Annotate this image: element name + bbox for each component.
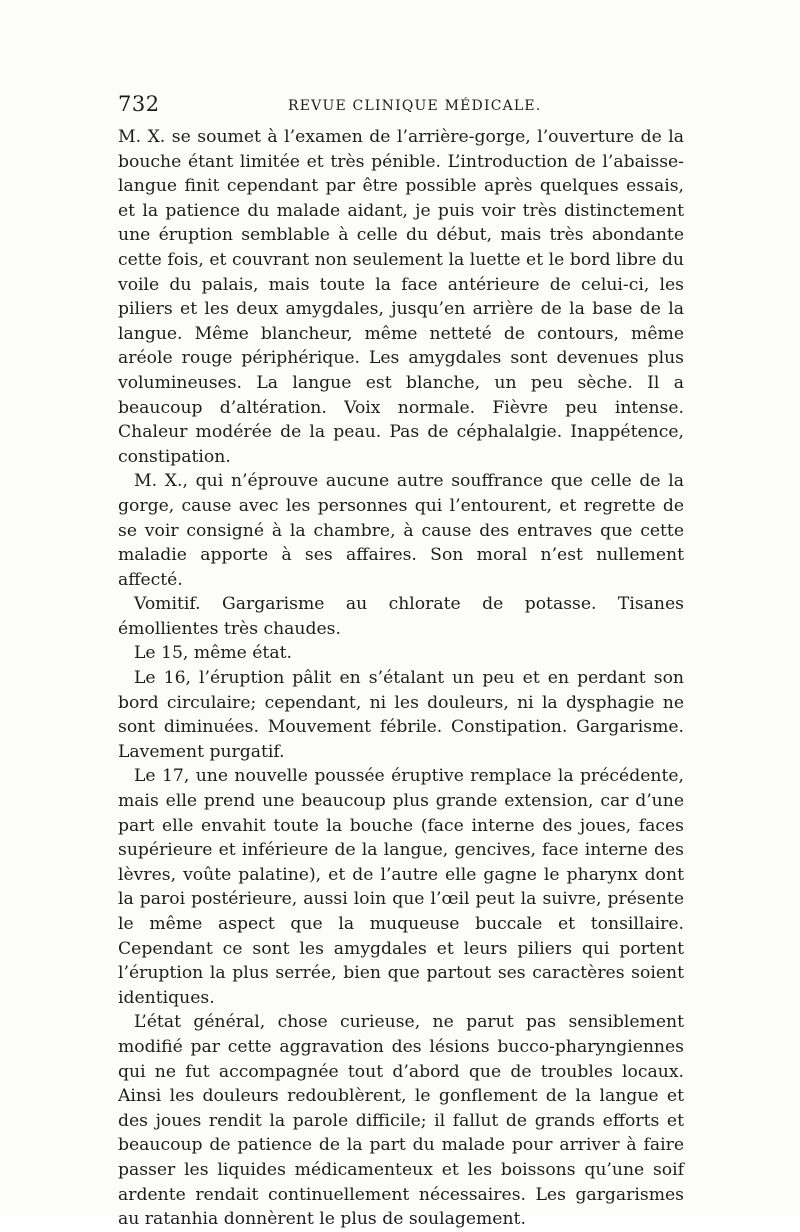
body-text	[118, 125, 684, 1232]
paragraph-general-state: L’état général, chose curieuse, ne parut pas sensiblement modifié par cette aggravation des lésions bucco-pharyngiennes qui ne fut accompagnée tout d’abord que de troubles locaux. Ainsi les douleurs redoublèrent, le gonflement de la langue et des joues rendit la parole difficile; il fallut de grands efforts et beaucoup de patience de la part du malade pour arriver à faire passer les liquides médicamenteux et les boissons qu’une soif ardente rendait continuellement nécessaires. Les gargarismes au ratanhia donnèrent le plus de soulagement.	[118, 1012, 684, 1230]
paragraph-day-15: Le 15, même état.	[134, 643, 292, 664]
paragraph-day-16: Le 16, l’éruption pâlit en s’étalant un peu et en perdant son bord circulaire; cependant, ni les douleurs, ni la dysphagie ne sont diminuées. Mouvement fébrile. Constipation. Gargarisme. Lavement purgatif.	[118, 668, 684, 762]
running-head	[118, 92, 686, 120]
page-number: 732	[118, 92, 160, 116]
paragraph-patient-state: M. X., qui n’éprouve aucune autre souffrance que celle de la gorge, cause avec les personnes qui l’entourent, et regrette de se voir consigné à la chambre, à cause des entraves que cette maladie apporte à ses affaires. Son moral n’est nullement affecté.	[118, 471, 684, 590]
paragraph-treatment: Vomitif. Gargarisme au chlorate de potasse. Tisanes émollientes très chaudes.	[118, 594, 684, 639]
paragraph-examination: M. X. se soumet à l’examen de l’arrière-gorge, l’ouverture de la bouche étant limitée et très pénible. L’introduction de l’abaisse-langue finit cependant par être possible après quelques essais, et la patience du malade aidant, je puis voir très distinctement une éruption semblable à celle du début, mais très abondante cette fois, et couvrant non seulement la luette et le bord libre du voile du palais, mais toute la face antérieure de celui-ci, les piliers et les deux amygdales, jusqu’en arrière de la base de la langue. Même blancheur, même netteté de contours, même aréole rouge périphérique. Les amygdales sont devenues plus volumineuses. La langue est blanche, un peu sèche. Il a beaucoup d’altération. Voix normale. Fièvre peu intense. Chaleur modérée de la peau. Pas de céphalalgie. Inappétence, constipation.	[118, 127, 684, 467]
journal-title: REVUE CLINIQUE MÉDICALE.	[288, 98, 542, 114]
paragraph-day-17: Le 17, une nouvelle poussée éruptive remplace la précédente, mais elle prend une beaucoup plus grande extension, car d’une part elle envahit toute la bouche (face interne des joues, faces supérieure et inférieure de la langue, gencives, face interne des lèvres, voûte palatine), et de l’autre elle gagne le pharynx dont la paroi postérieure, aussi loin que l’œil peut la suivre, présente le même aspect que la muqueuse buccale et tonsillaire. Cependant ce sont les amygdales et leurs piliers qui portent l’éruption la plus serrée, bien que partout ses caractères soient identiques.	[118, 766, 684, 1008]
